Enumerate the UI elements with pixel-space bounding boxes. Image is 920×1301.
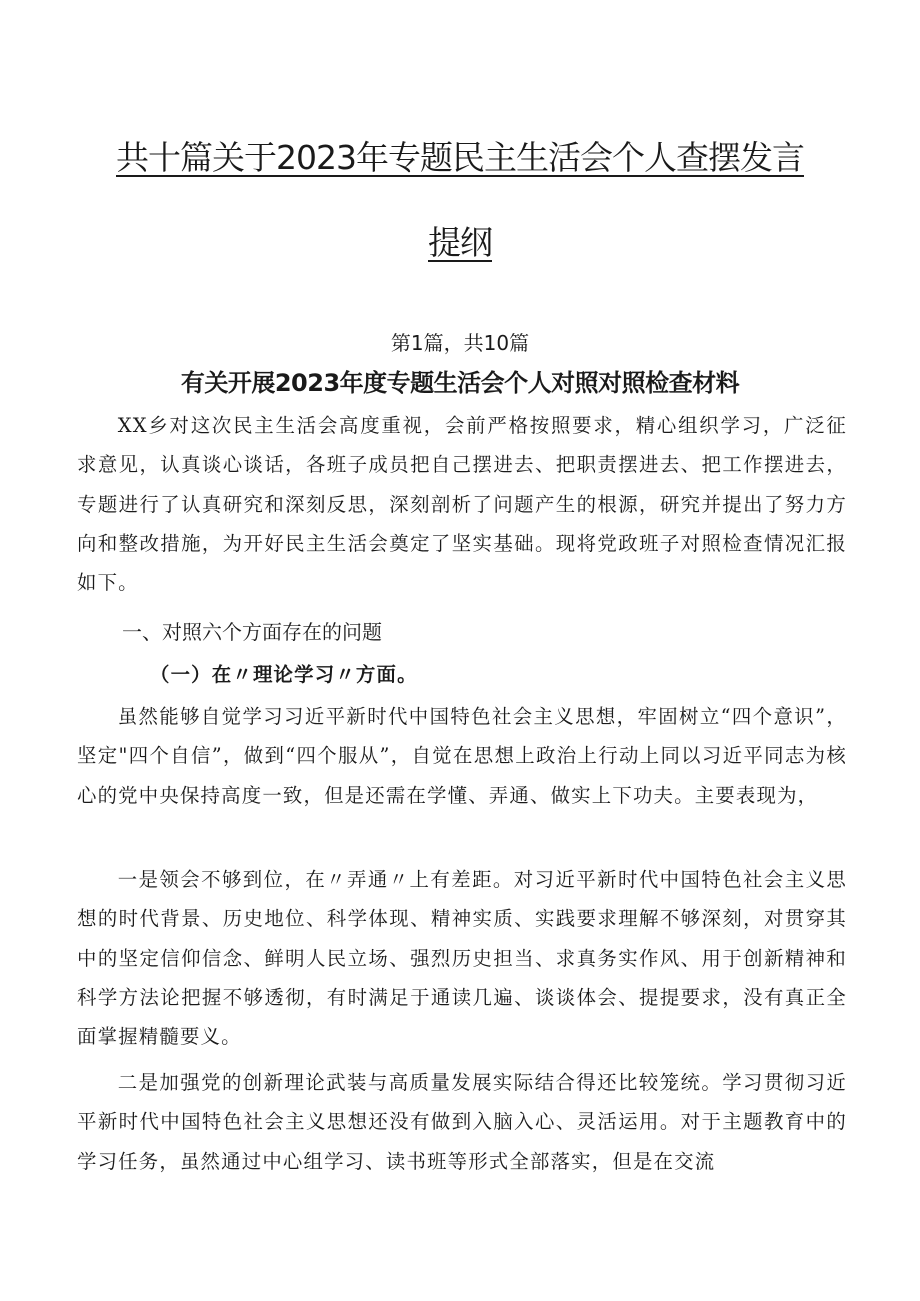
paragraph-theory-study: 虽然能够自觉学习习近平新时代中国特色社会主义思想，牢固树立“四个意识”，坚定"四个自信”，做到“四个服从”，自觉在思想上政治上行动上同以习近平同志为核心的党中央保持高度一致，但是还需在学懂、弄通、做实上下功夫。主要表现为， xyxy=(77,705,847,807)
section-title: 有关开展2023年度专题生活会个人对照对照检查材料 xyxy=(180,369,740,397)
heading-level-2: （一）在〃理论学习〃方面。 xyxy=(150,663,418,686)
paragraph-point-one: 一是领会不够到位，在〃弄通〃上有差距。对习近平新时代中国特色社会主义思想的时代背景、历史地位、科学体现、精神实质、实践要求理解不够深刻，对贯穿其中的坚定信仰信念、鲜明人民立场、强烈历史担当、求真务实作风、用于创新精神和科学方法论把握不够透彻，有时满足于通读几遍、谈谈体会、提提要求，没有真正全面掌握精髓要义。 xyxy=(77,868,847,1049)
document-title-line-1: 共十篇关于2023年专题民主生活会个人查摆发言 xyxy=(116,138,804,177)
heading-level-1: 一、对照六个方面存在的问题 xyxy=(122,620,382,644)
document-title-line-2: 提纲 xyxy=(428,223,492,262)
part-label: 第1篇，共10篇 xyxy=(390,331,530,355)
paragraph-point-two: 二是加强党的创新理论武装与高质量发展实际结合得还比较笼统。学习贯彻习近平新时代中国特色社会主义思想还没有做到入脑入心、灵活运用。对于主题教育中的学习任务，虽然通过中心组学习、读书班等形式全部落实，但是在交流 xyxy=(77,1071,847,1173)
paragraph-intro: XX乡对这次民主生活会高度重视，会前严格按照要求，精心组织学习，广泛征求意见，认真谈心谈话，各班子成员把自己摆进去、把职责摆进去、把工作摆进去，专题进行了认真研究和深刻反思，深刻剖析了问题产生的根源，研究并提出了努力方向和整改措施，为开好民主生活会奠定了坚实基础。现将党政班子对照检查情况汇报如下。 xyxy=(77,414,847,595)
